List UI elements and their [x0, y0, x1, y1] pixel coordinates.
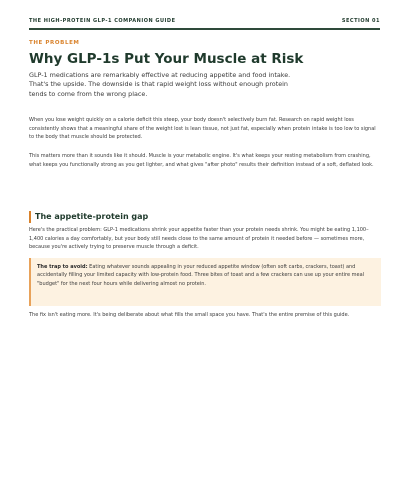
- body-paragraph: This matters more than it sounds like it should. Muscle is your metabolic engine. It's what keeps your resting metabolism from crashing, what keeps you functionally strong as you get lighter, and what gives "after photo" results their definition instead of a soft, deflated look.: [29, 153, 374, 168]
- page-title: Why GLP-1s Put Your Muscle at Risk: [29, 51, 304, 67]
- intro-paragraph: GLP-1 medications are remarkably effective at reducing appetite and food intake. That's the upside. The downside is that rapid weight loss without enough protein tends to come from the wrong place.: [29, 71, 291, 98]
- closing-paragraph: The fix isn't eating more. It's being deliberate about what fills the small space you have. That's the entire premise of this guide.: [29, 312, 350, 318]
- callout-body: Eating whatever sounds appealing in your reduced appetite window (often soft carbs, crackers, toast) and accidentally filling your limited capacity with low-protein food. Three bites of toast and a few crackers can use up your entire meal "budget" for the next four hours while delivering almost no protein.: [37, 264, 365, 287]
- guide-title: THE HIGH-PROTEIN GLP-1 COMPANION GUIDE: [29, 17, 176, 24]
- header-rule: [29, 28, 380, 30]
- subheading: The appetite-protein gap: [29, 211, 148, 223]
- callout-lead: The trap to avoid:: [37, 264, 88, 270]
- section-eyebrow: THE PROBLEM: [29, 40, 80, 46]
- callout-text: [37, 263, 373, 288]
- body-paragraph: Here's the practical problem: GLP-1 medications shrink your appetite faster than your protein needs shrink. You might be eating 1,100–1,400 calories a day comfortably, but your body still needs close to the same amount of protein it needed before — sometimes more, because you're actively trying to preserve muscle through a deficit.: [29, 227, 369, 251]
- running-header: [29, 16, 380, 25]
- section-label: SECTION 01: [341, 17, 380, 24]
- body-paragraph: When you lose weight quickly on a calorie deficit this steep, your body doesn't selectively burn fat. Research on rapid weight loss consistently shows that a meaningful share of the weight lost is lean tissue, not just fat, especially when protein intake is too low to signal to the body that muscle should be protected.: [29, 117, 376, 141]
